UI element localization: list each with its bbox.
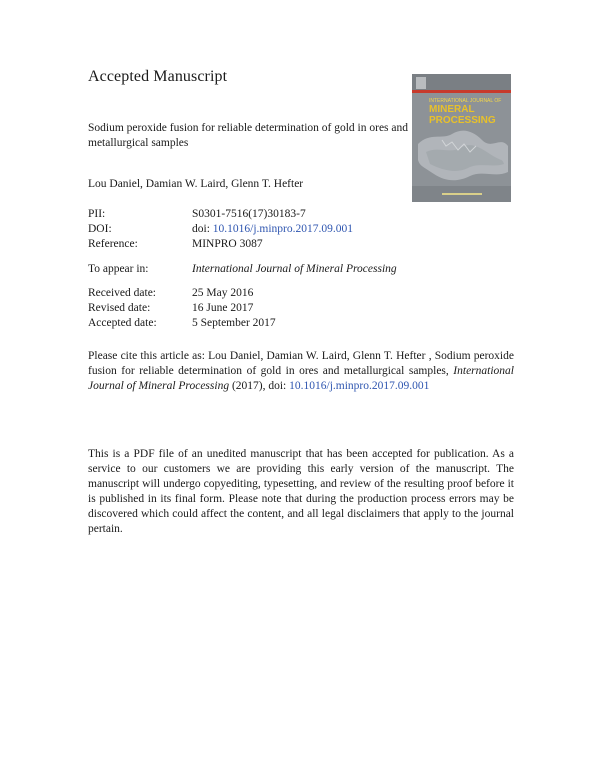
citation-year-doi: (2017), doi: (231, 380, 287, 392)
citation-paragraph (88, 349, 514, 394)
doi-value (192, 222, 353, 237)
accepted-value: 5 September 2017 (192, 317, 276, 329)
received-value: 25 May 2016 (192, 287, 254, 299)
cover-name-line2: PROCESSING (429, 115, 496, 126)
revised-label: Revised date: (88, 302, 151, 314)
manuscript-heading: Accepted Manuscript (88, 68, 228, 85)
article-title: Sodium peroxide fusion for reliable determination of gold in ores and metallurgical samples (88, 122, 409, 149)
journal-cover-image (412, 74, 511, 202)
appear-label: To appear in: (88, 263, 149, 275)
doi-prefix: doi: (192, 223, 210, 235)
cover-name-line1: MINERAL (429, 104, 475, 115)
revised-value: 16 June 2017 (192, 302, 254, 314)
appear-value: International Journal of Mineral Processing (192, 263, 397, 275)
accepted-label: Accepted date: (88, 317, 157, 329)
reference-value: MINPRO 3087 (192, 238, 263, 250)
pii-value: S0301-7516(17)30183-7 (192, 208, 306, 220)
doi-link[interactable]: 10.1016/j.minpro.2017.09.001 (212, 223, 354, 235)
reference-label: Reference: (88, 238, 138, 250)
article-authors: Lou Daniel, Damian W. Laird, Glenn T. Hefter (88, 178, 304, 190)
manuscript-notice: This is a PDF file of an unedited manuscript that has been accepted for publication. As a service to our customers we are providing this early version of the manuscript. The manuscript will undergo copyediting, typesetting, and review of the resulting proof before it is published in its final form. Please note that during the production process errors may be discovered which could affect the content, and all legal disclaimers that apply to the journal pertain. (88, 448, 514, 535)
received-label: Received date: (88, 287, 157, 299)
citation-text: Please cite this article as: Lou Daniel, Damian W. Laird, Glenn T. Hefter , Sodium peroxide fusion for reliable determination of gold in ores and metallurgical samples, (88, 350, 514, 377)
cover-top-text: INTERNATIONAL JOURNAL OF (429, 98, 502, 104)
citation-journal: International Journal of Mineral Processing (88, 365, 514, 392)
doi-label: DOI: (88, 223, 112, 235)
pii-label: PII: (88, 208, 106, 220)
citation-doi-link[interactable]: 10.1016/j.minpro.2017.09.001 (289, 380, 430, 392)
